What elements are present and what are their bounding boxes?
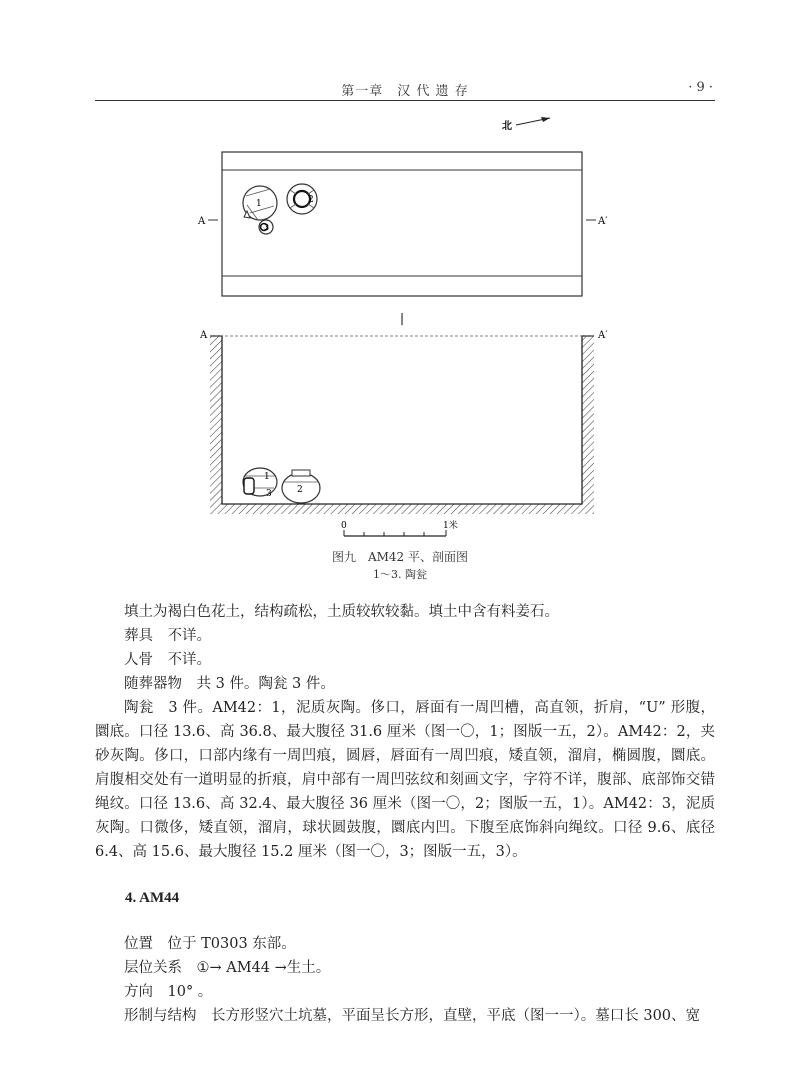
plan-a-prime-label: A′: [598, 216, 608, 227]
bones-label: 人骨: [124, 652, 153, 668]
structure-value: 长方形竖穴土坑墓，平面呈长方形，直壁，平底（图一一）。墓口长 300、宽: [211, 1008, 701, 1024]
fill-soil-paragraph: 填土为褐白色花土，结构疏松，土质较软较黏。填土中含有料姜石。: [124, 604, 559, 620]
header-rule: [95, 100, 715, 101]
orientation-value: 10° 。: [167, 984, 213, 1000]
tomb-figure: [190, 110, 610, 540]
plan-view: [197, 152, 608, 296]
goods-paragraph: [95, 672, 715, 696]
section-vessel-2: [282, 470, 320, 503]
section-vessel-3-label: 3: [266, 489, 272, 499]
location-label: 位置: [124, 936, 153, 952]
plan-vessel-3: [259, 220, 273, 234]
scale-end: 1米: [443, 521, 458, 531]
section-view: [199, 330, 608, 514]
pottery-value: 3 件。AM42：1，泥质灰陶。侈口，唇面有一周凹槽，高直领，折肩，“U” 形腹，圜底。口径 13.6、高 36.8、最大腹径 31.6 厘米（图一〇，1；图版一五，2）。AM42：2，夹砂灰陶。侈口，口部内缘有一周凹痕，圆唇，唇面有一周凹痕，矮直领，溜肩，椭圆腹，圜底。肩腹相交处有一道明显的折痕，肩中部有一周凹弦纹和刻画文字，字符不详，腹部、底部饰交错绳纹。口径 13.6、高 32.4、最大腹径 36 厘米（图一〇，2；图版一五，1）。AM42：3，泥质灰陶。口微侈，矮直领，溜肩，球状圆鼓腹，圜底内凹。下腹至底饰斜向绳纹。口径 9.6、底径 6.4、高 15.6、最大腹径 15.2 厘米（图一〇，3；图版一五，3）。: [95, 700, 716, 860]
scale-start: 0: [341, 521, 347, 531]
north-label: 北: [502, 121, 512, 132]
section-heading: 4. AM44: [125, 890, 180, 906]
section-marker: |: [400, 311, 405, 325]
stratigraphy-paragraph: [95, 956, 715, 980]
figure-caption: 图九 AM42 平、剖面图: [331, 550, 469, 564]
location-paragraph: [95, 932, 715, 956]
plan-vessel-3-label: 3: [264, 223, 270, 232]
goods-label: 随葬器物: [124, 676, 182, 692]
running-header: [95, 80, 715, 100]
structure-paragraph: [95, 1004, 715, 1028]
page-number: · 9 ·: [688, 80, 713, 95]
section-a-prime-label: A′: [598, 330, 608, 341]
pottery-label: 陶瓮: [124, 700, 154, 716]
plan-vessel-1: [243, 186, 277, 220]
plan-vessel-1-label: 1: [256, 199, 262, 209]
plan-a-label: A: [198, 216, 206, 227]
bones-value: 不详。: [167, 652, 211, 668]
figure-subcaption: 1～3. 陶瓮: [373, 568, 427, 581]
goods-value: 共 3 件。陶瓮 3 件。: [196, 676, 335, 692]
scale-bar: [341, 519, 458, 536]
bones-paragraph: [95, 648, 715, 672]
coffin-paragraph: [95, 624, 715, 648]
coffin-value: 不详。: [167, 628, 211, 644]
section-a-label: A: [200, 330, 208, 341]
pottery-paragraph: [95, 696, 715, 864]
chapter-title: 第一章 汉 代 遗 存: [341, 84, 469, 99]
north-arrow: [502, 117, 550, 132]
section-vessel-1-label: 1: [264, 472, 270, 482]
stratigraphy-label: 层位关系: [124, 960, 182, 976]
body-text: [95, 600, 715, 1028]
orientation-label: 方向: [124, 984, 153, 1000]
stratigraphy-value: ①→ AM44 →生土。: [196, 960, 331, 976]
location-value: 位于 T0303 东部。: [167, 936, 296, 952]
plan-vessel-2-label: 2: [308, 195, 314, 205]
coffin-label: 葬具: [124, 628, 153, 644]
orientation-paragraph: [95, 980, 715, 1004]
structure-label: 形制与结构: [124, 1008, 197, 1024]
plan-vessel-2: [287, 184, 317, 214]
section-vessel-2-label: 2: [297, 485, 303, 495]
